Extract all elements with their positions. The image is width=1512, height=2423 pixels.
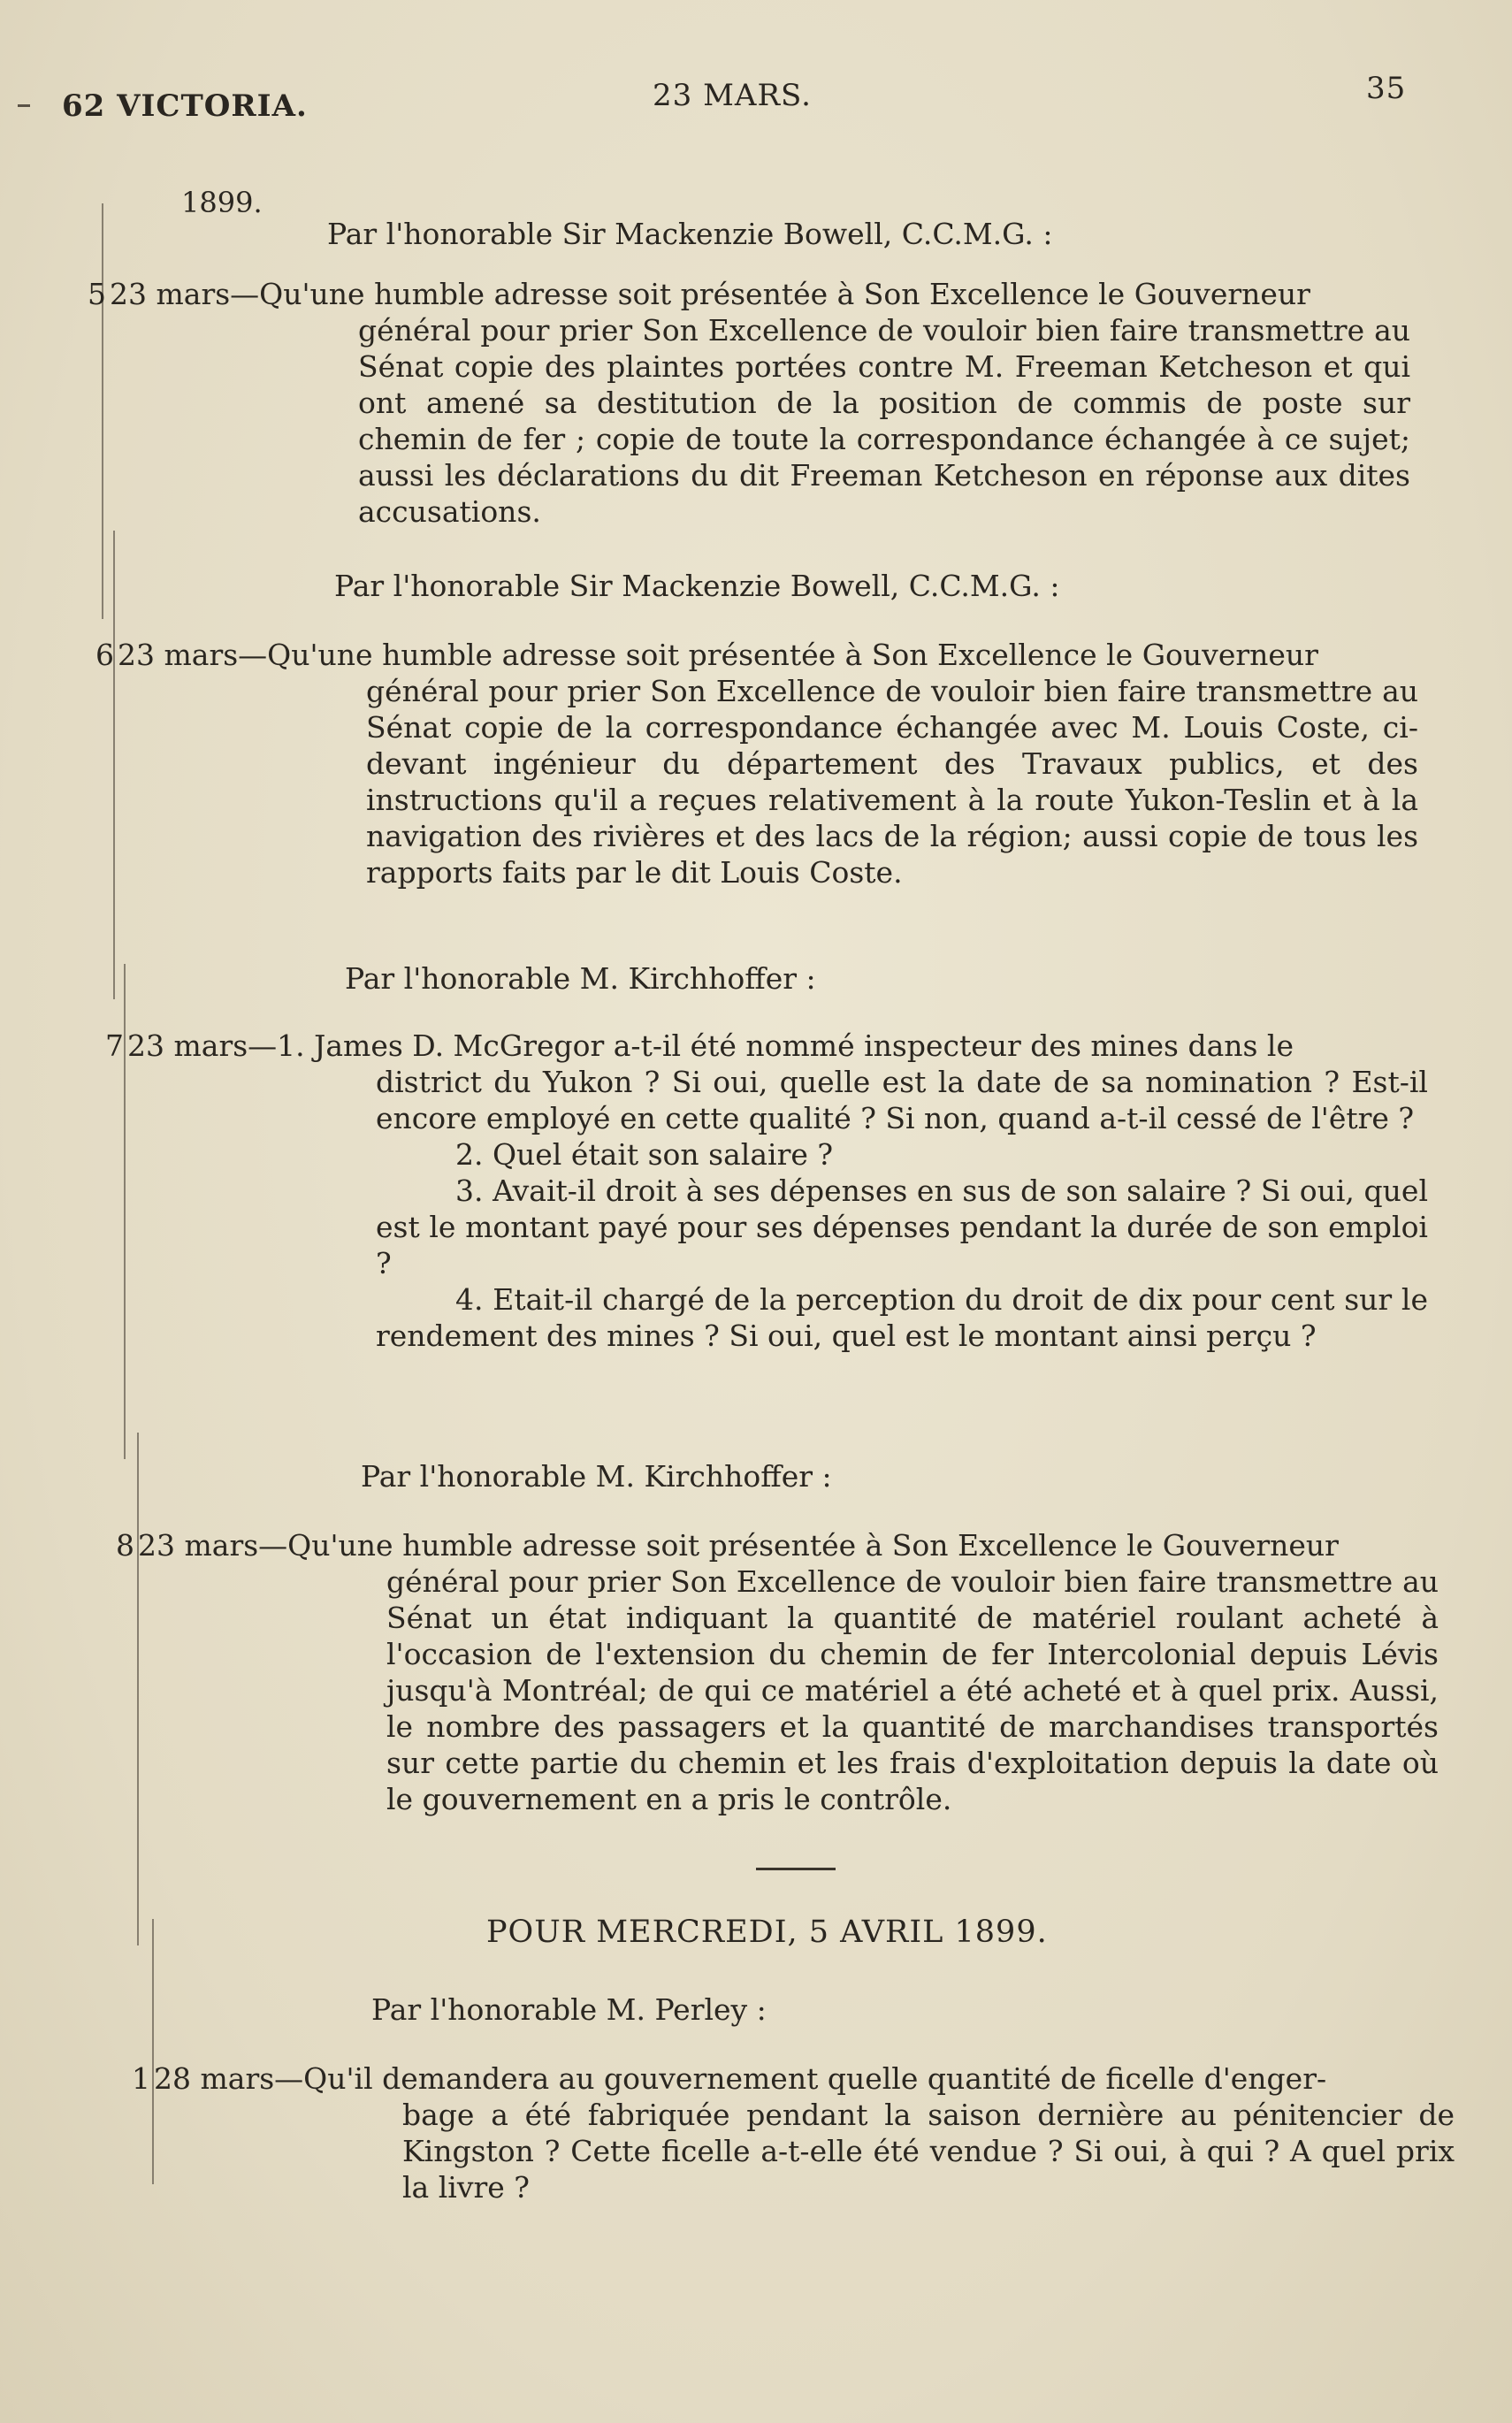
- year-label: 1899.: [181, 186, 263, 219]
- entry-date: 23 mars: [138, 1528, 259, 1563]
- entry-subquestion: 2. Quel était son salaire ?: [455, 1137, 834, 1172]
- motion-entry: [95, 637, 1421, 890]
- entry-first-line: —Qu'une humble adresse soit présentée à Son Excellence le Gouverneur: [258, 1528, 1339, 1563]
- motion-entry: [115, 1527, 1441, 1817]
- entry-body: bage a été fabriquée pendant la saison dernière au pénitencier de Kingston ? Cette ficelle a-t-elle été vendue ? Si oui, à qui ? A quel prix la livre ?: [402, 2098, 1455, 2205]
- entry-body: général pour prier Son Excellence de vouloir bien faire transmettre au Sénat copie de la correspondance échangée avec M. Louis Coste, ci-devant ingénieur du département des Travaux publics, et des instructions qu'il a reçues relativement à la route Yukon-Teslin et à la navigation des rivières et des lacs de la région; aussi copie de tous les rapports faits par le dit Louis Coste.: [366, 674, 1418, 890]
- entry-first-line: —Qu'il demandera au gouvernement quelle quantité de ficelle d'enger-: [274, 2061, 1327, 2096]
- margin-dash: [18, 104, 30, 107]
- entry-number: 1: [132, 2061, 150, 2096]
- author-line: Par l'honorable Sir Mackenzie Bowell, C.C.M.G. :: [334, 569, 1060, 603]
- entry-number: 6: [95, 638, 114, 672]
- header-date: 23 MARS.: [653, 78, 812, 113]
- motion-entry: [104, 1028, 1431, 1354]
- entry-body: général pour prier Son Excellence de vouloir bien faire transmettre au Sénat copie des plaintes portées contre M. Freeman Ketcheson et qui ont amené sa destitution de la position de commis de poste sur chemin de fer ; copie de toute la correspondance échangée à ce sujet; aussi les déclarations du dit Freeman Ketcheson en réponse aux dites accusations.: [358, 313, 1410, 529]
- entry-date: 23 mars: [110, 277, 231, 311]
- entry-first-line: —Qu'une humble adresse soit présentée à Son Excellence le Gouverneur: [230, 277, 1310, 311]
- entry-number: 5: [88, 277, 106, 311]
- page-number: 35: [1366, 71, 1407, 106]
- section-title: POUR MERCREDI, 5 AVRIL 1899.: [486, 1915, 1048, 1950]
- entry-date: 23 mars: [118, 638, 239, 672]
- entry-subquestion: 4. Etait-il chargé de la perception du droit de dix pour cent sur le rendement des mines ? Si oui, quel est le montant ainsi perçu ?: [376, 1282, 1428, 1353]
- section-divider: [756, 1868, 836, 1870]
- author-line: Par l'honorable M. Kirchhoffer :: [361, 1459, 832, 1494]
- entry-first-line: —1. James D. McGregor a-t-il été nommé inspecteur des mines dans le: [248, 1028, 1294, 1063]
- header-session: 62 VICTORIA.: [62, 88, 308, 124]
- entry-date: 28 mars: [154, 2061, 275, 2096]
- motion-entry: [131, 2060, 1457, 2205]
- entry-body: district du Yukon ? Si oui, quelle est la date de sa nomination ? Est-il encore employé en cette qualité ? Si non, quand a-t-il cessé de l'être ?: [376, 1065, 1428, 1135]
- author-line: Par l'honorable Sir Mackenzie Bowell, C.C.M.G. :: [327, 217, 1053, 251]
- author-line: Par l'honorable M. Kirchhoffer :: [345, 961, 816, 996]
- motion-entry: [87, 276, 1413, 530]
- entry-number: 8: [116, 1528, 134, 1563]
- author-line: Par l'honorable M. Perley :: [371, 1992, 767, 2027]
- entry-number: 7: [105, 1028, 124, 1063]
- entry-subquestion: 3. Avait-il droit à ses dépenses en sus de son salaire ? Si oui, quel est le montant payé pour ses dépenses pendant la durée de son emploi ?: [376, 1173, 1428, 1280]
- entry-body: général pour prier Son Excellence de vouloir bien faire transmettre au Sénat un état indiquant la quantité de matériel roulant acheté à l'occasion de l'extension du chemin de fer Intercolonial depuis Lévis jusqu'à Montréal; de qui ce matériel a été acheté et à quel prix. Aussi, le nombre des passagers et la quantité de marchandises transportés sur cette partie du chemin et les frais d'exploitation depuis la date où le gouvernement en a pris le contrôle.: [386, 1564, 1439, 1816]
- entry-date: 23 mars: [127, 1028, 248, 1063]
- entry-first-line: —Qu'une humble adresse soit présentée à Son Excellence le Gouverneur: [238, 638, 1318, 672]
